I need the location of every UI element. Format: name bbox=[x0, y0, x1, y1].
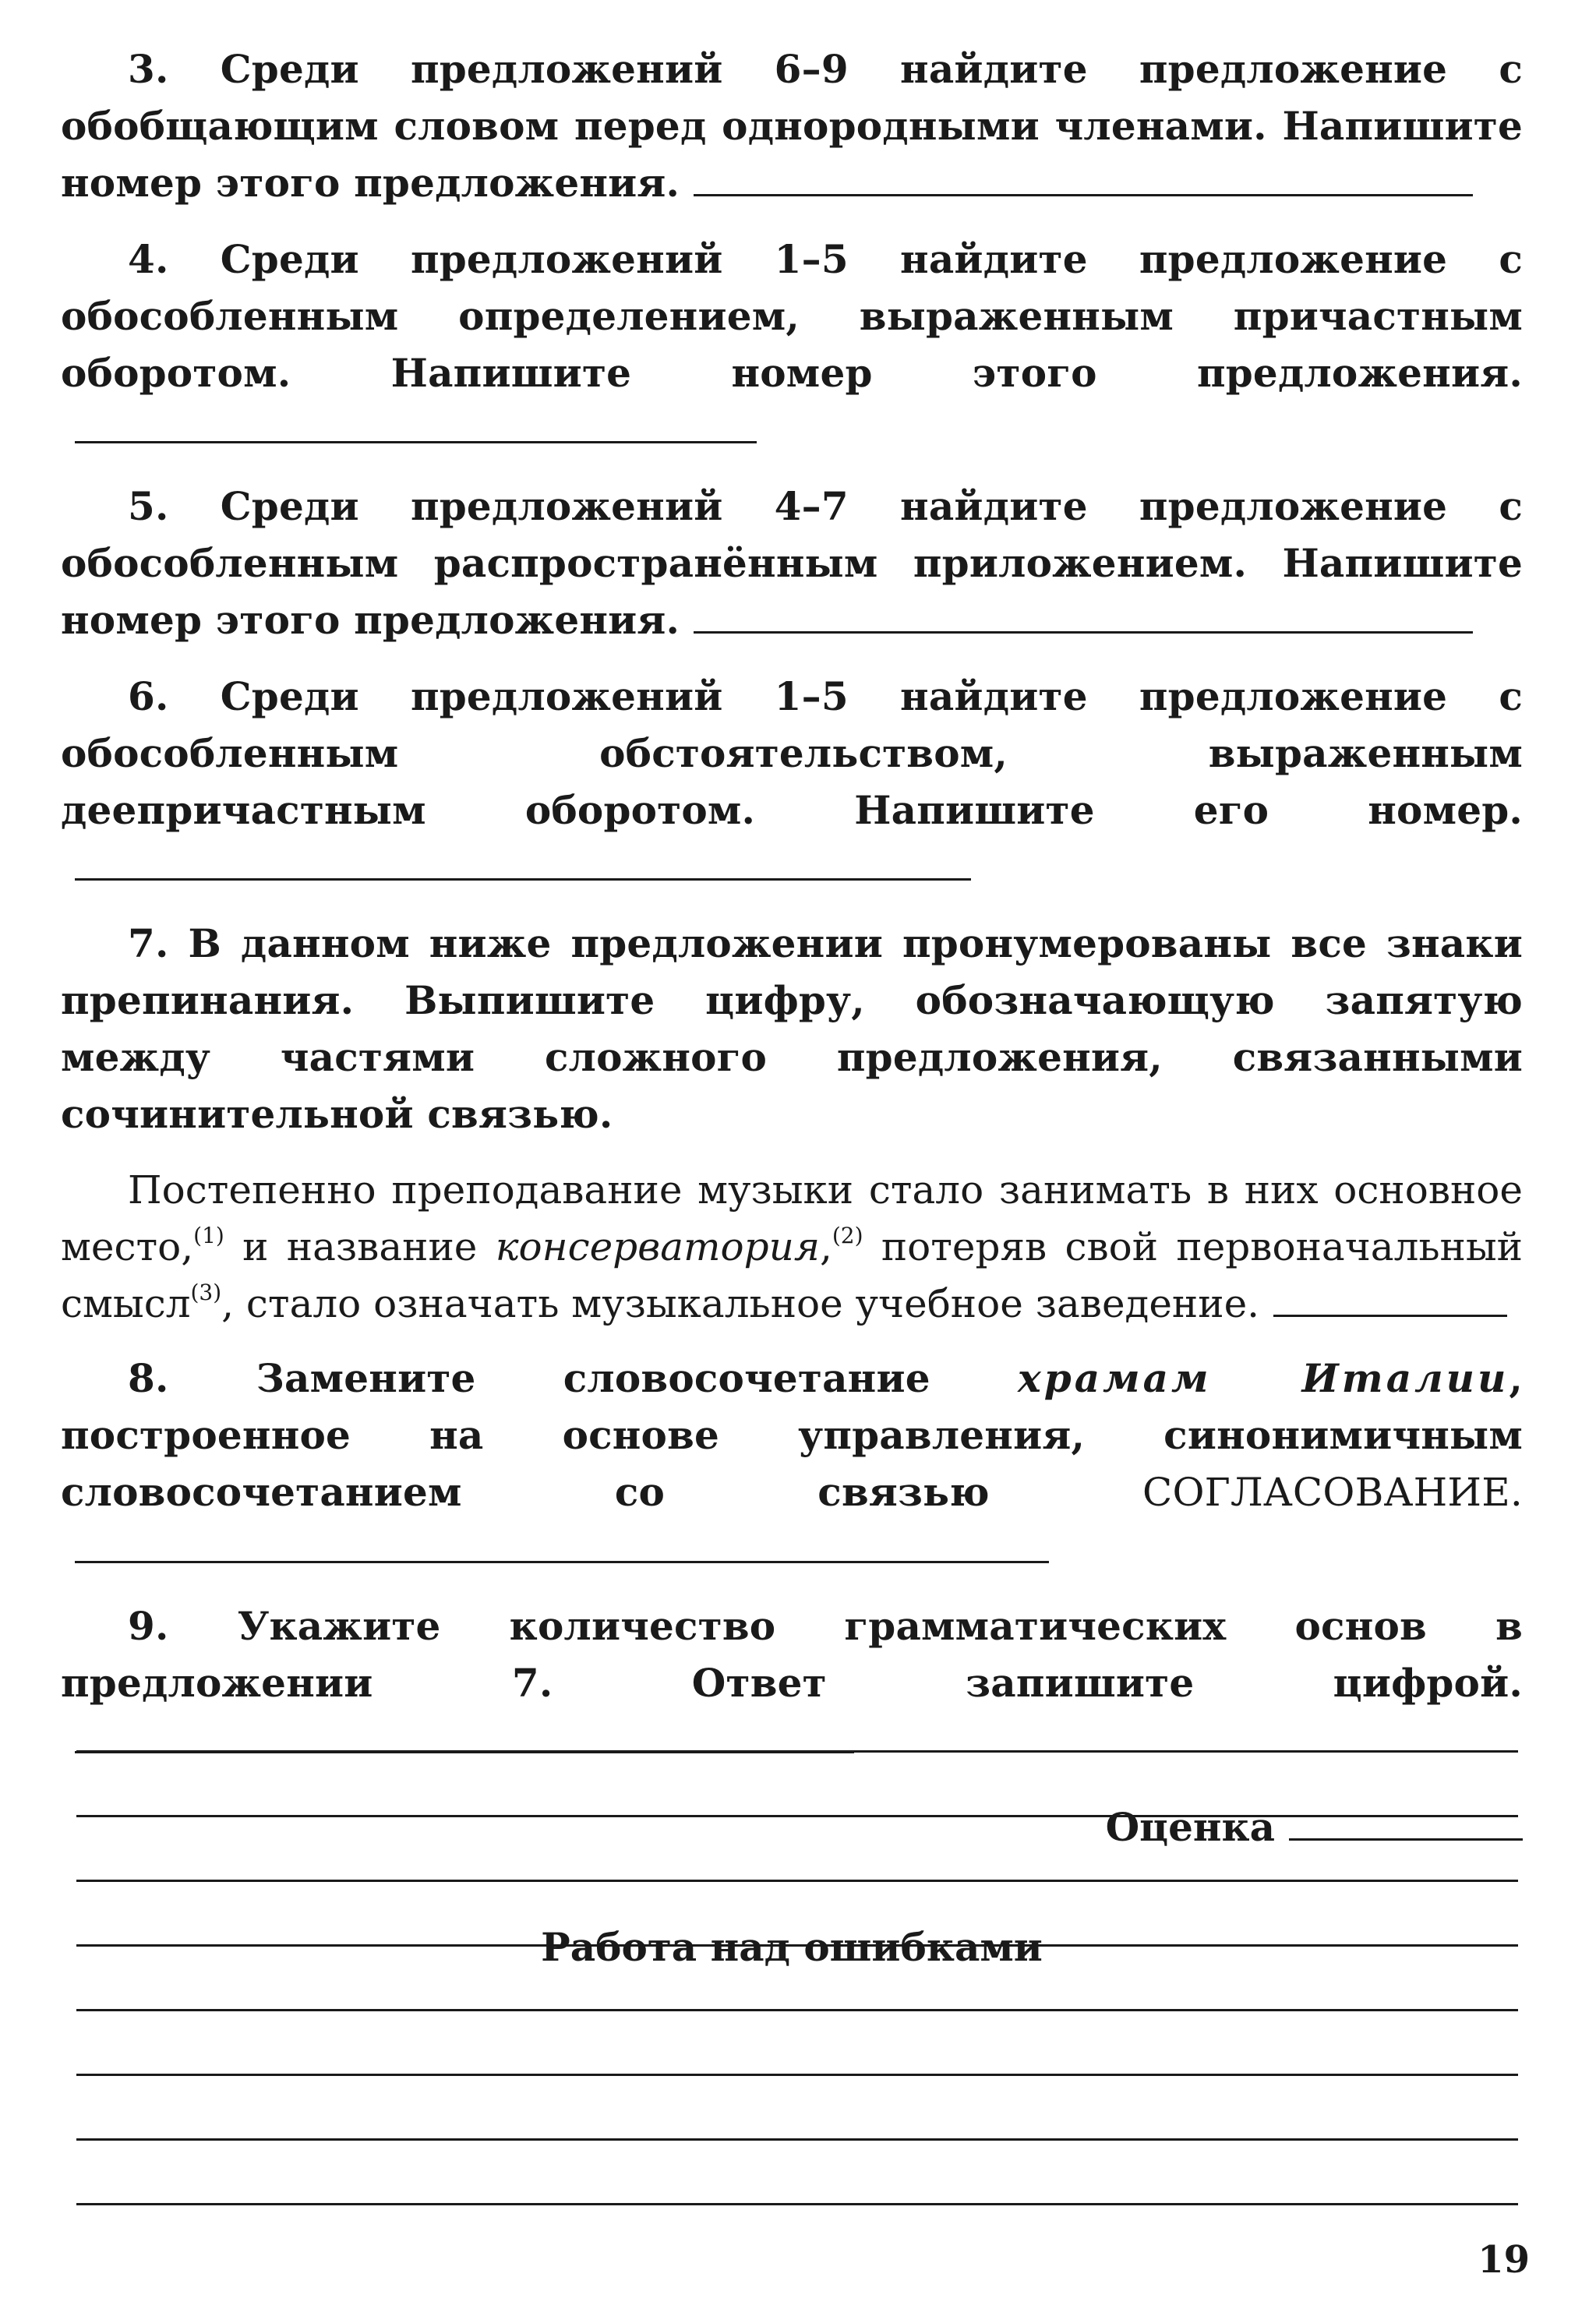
task-text: Среди предложений 4–7 найдите предложение с обособленным распространённым приложением. Напишите номер этого предложения. bbox=[61, 483, 1523, 643]
answer-field-5[interactable] bbox=[694, 592, 1473, 634]
writing-line[interactable] bbox=[76, 1815, 1518, 1817]
punctuation-mark-2: (2) bbox=[832, 1223, 863, 1248]
task-number: 9. bbox=[128, 1603, 169, 1649]
task-text: Среди предложений 1–5 найдите предложение с обособленным определением, выраженным причастным оборотом. Напишите номер этого предложения. bbox=[61, 236, 1523, 396]
task-number: 7. bbox=[128, 920, 169, 966]
passage-text: Постепенно преподавание музыки стало занимать в них основное место, bbox=[61, 1167, 1523, 1269]
answer-field-7[interactable] bbox=[1273, 1276, 1507, 1317]
answer-field-4[interactable] bbox=[75, 402, 757, 443]
answer-field-9[interactable] bbox=[75, 1712, 854, 1753]
task-text: Укажите количество грамматических основ в предложении 7. Ответ запишите цифрой. bbox=[61, 1603, 1524, 1706]
page-number: 19 bbox=[1478, 2238, 1530, 2282]
task-text: Среди предложений 1–5 найдите предложение с обособленным обстоятельством, выраженным деепричастным оборотом. Напишите его номер. bbox=[61, 673, 1523, 833]
passage-text: , bbox=[819, 1224, 832, 1269]
task-4 bbox=[61, 231, 1523, 458]
passage-text: , стало означать музыкальное учебное заведение. bbox=[221, 1281, 1260, 1326]
writing-line[interactable] bbox=[76, 1880, 1518, 1882]
task-italic-phrase: храмам Италии bbox=[1017, 1355, 1509, 1401]
writing-line[interactable] bbox=[76, 2009, 1518, 2011]
section-title: Работа над ошибками bbox=[541, 1924, 1043, 1970]
grade-label: Оценка bbox=[1105, 1804, 1275, 1850]
passage-text: и название bbox=[224, 1224, 496, 1269]
passage-text: потеряв свой первоначальный смысл bbox=[61, 1224, 1523, 1326]
task-text: , построенное на основе управления, синонимичным словосочетанием со связью bbox=[61, 1355, 1523, 1515]
worksheet bbox=[61, 41, 1523, 1970]
task-number: 3. bbox=[128, 46, 169, 92]
task-text: В данном ниже предложении пронумерованы все знаки препинания. Выпишите цифру, обозначающую запятую между частями сложного предложения, связанными сочинительной связью. bbox=[61, 920, 1523, 1137]
task-text: Среди предложений 6–9 найдите предложение с обобщающим словом перед однородными членами. Напишите номер этого предложения. bbox=[61, 46, 1523, 206]
writing-line[interactable] bbox=[76, 1750, 1518, 1753]
writing-line[interactable] bbox=[76, 2203, 1518, 2205]
task-7 bbox=[61, 915, 1523, 1142]
writing-line[interactable] bbox=[76, 2138, 1518, 2141]
task-number: 4. bbox=[128, 236, 169, 282]
passage-italic-word: консерватория bbox=[495, 1224, 820, 1269]
task-6 bbox=[61, 668, 1523, 895]
task-text: Замените словосочетание bbox=[256, 1355, 1018, 1401]
task-number: 8. bbox=[128, 1355, 169, 1401]
answer-field-6[interactable] bbox=[75, 839, 971, 881]
writing-line[interactable] bbox=[76, 2074, 1518, 2076]
writing-lines bbox=[76, 1750, 1518, 2268]
task-8 bbox=[61, 1350, 1523, 1578]
answer-field-3[interactable] bbox=[694, 155, 1473, 196]
task-number: 5. bbox=[128, 483, 169, 529]
task-5 bbox=[61, 478, 1523, 648]
task-9 bbox=[61, 1598, 1523, 1768]
answer-field-8[interactable] bbox=[75, 1522, 1049, 1563]
writing-line[interactable] bbox=[76, 1944, 1518, 1947]
task-3 bbox=[61, 41, 1523, 211]
punctuation-mark-3: (3) bbox=[190, 1280, 222, 1305]
task-number: 6. bbox=[128, 673, 169, 719]
task-caps-word: СОГЛАСОВАНИЕ. bbox=[1142, 1470, 1523, 1515]
punctuation-mark-1: (1) bbox=[193, 1223, 224, 1248]
example-passage bbox=[61, 1162, 1523, 1333]
